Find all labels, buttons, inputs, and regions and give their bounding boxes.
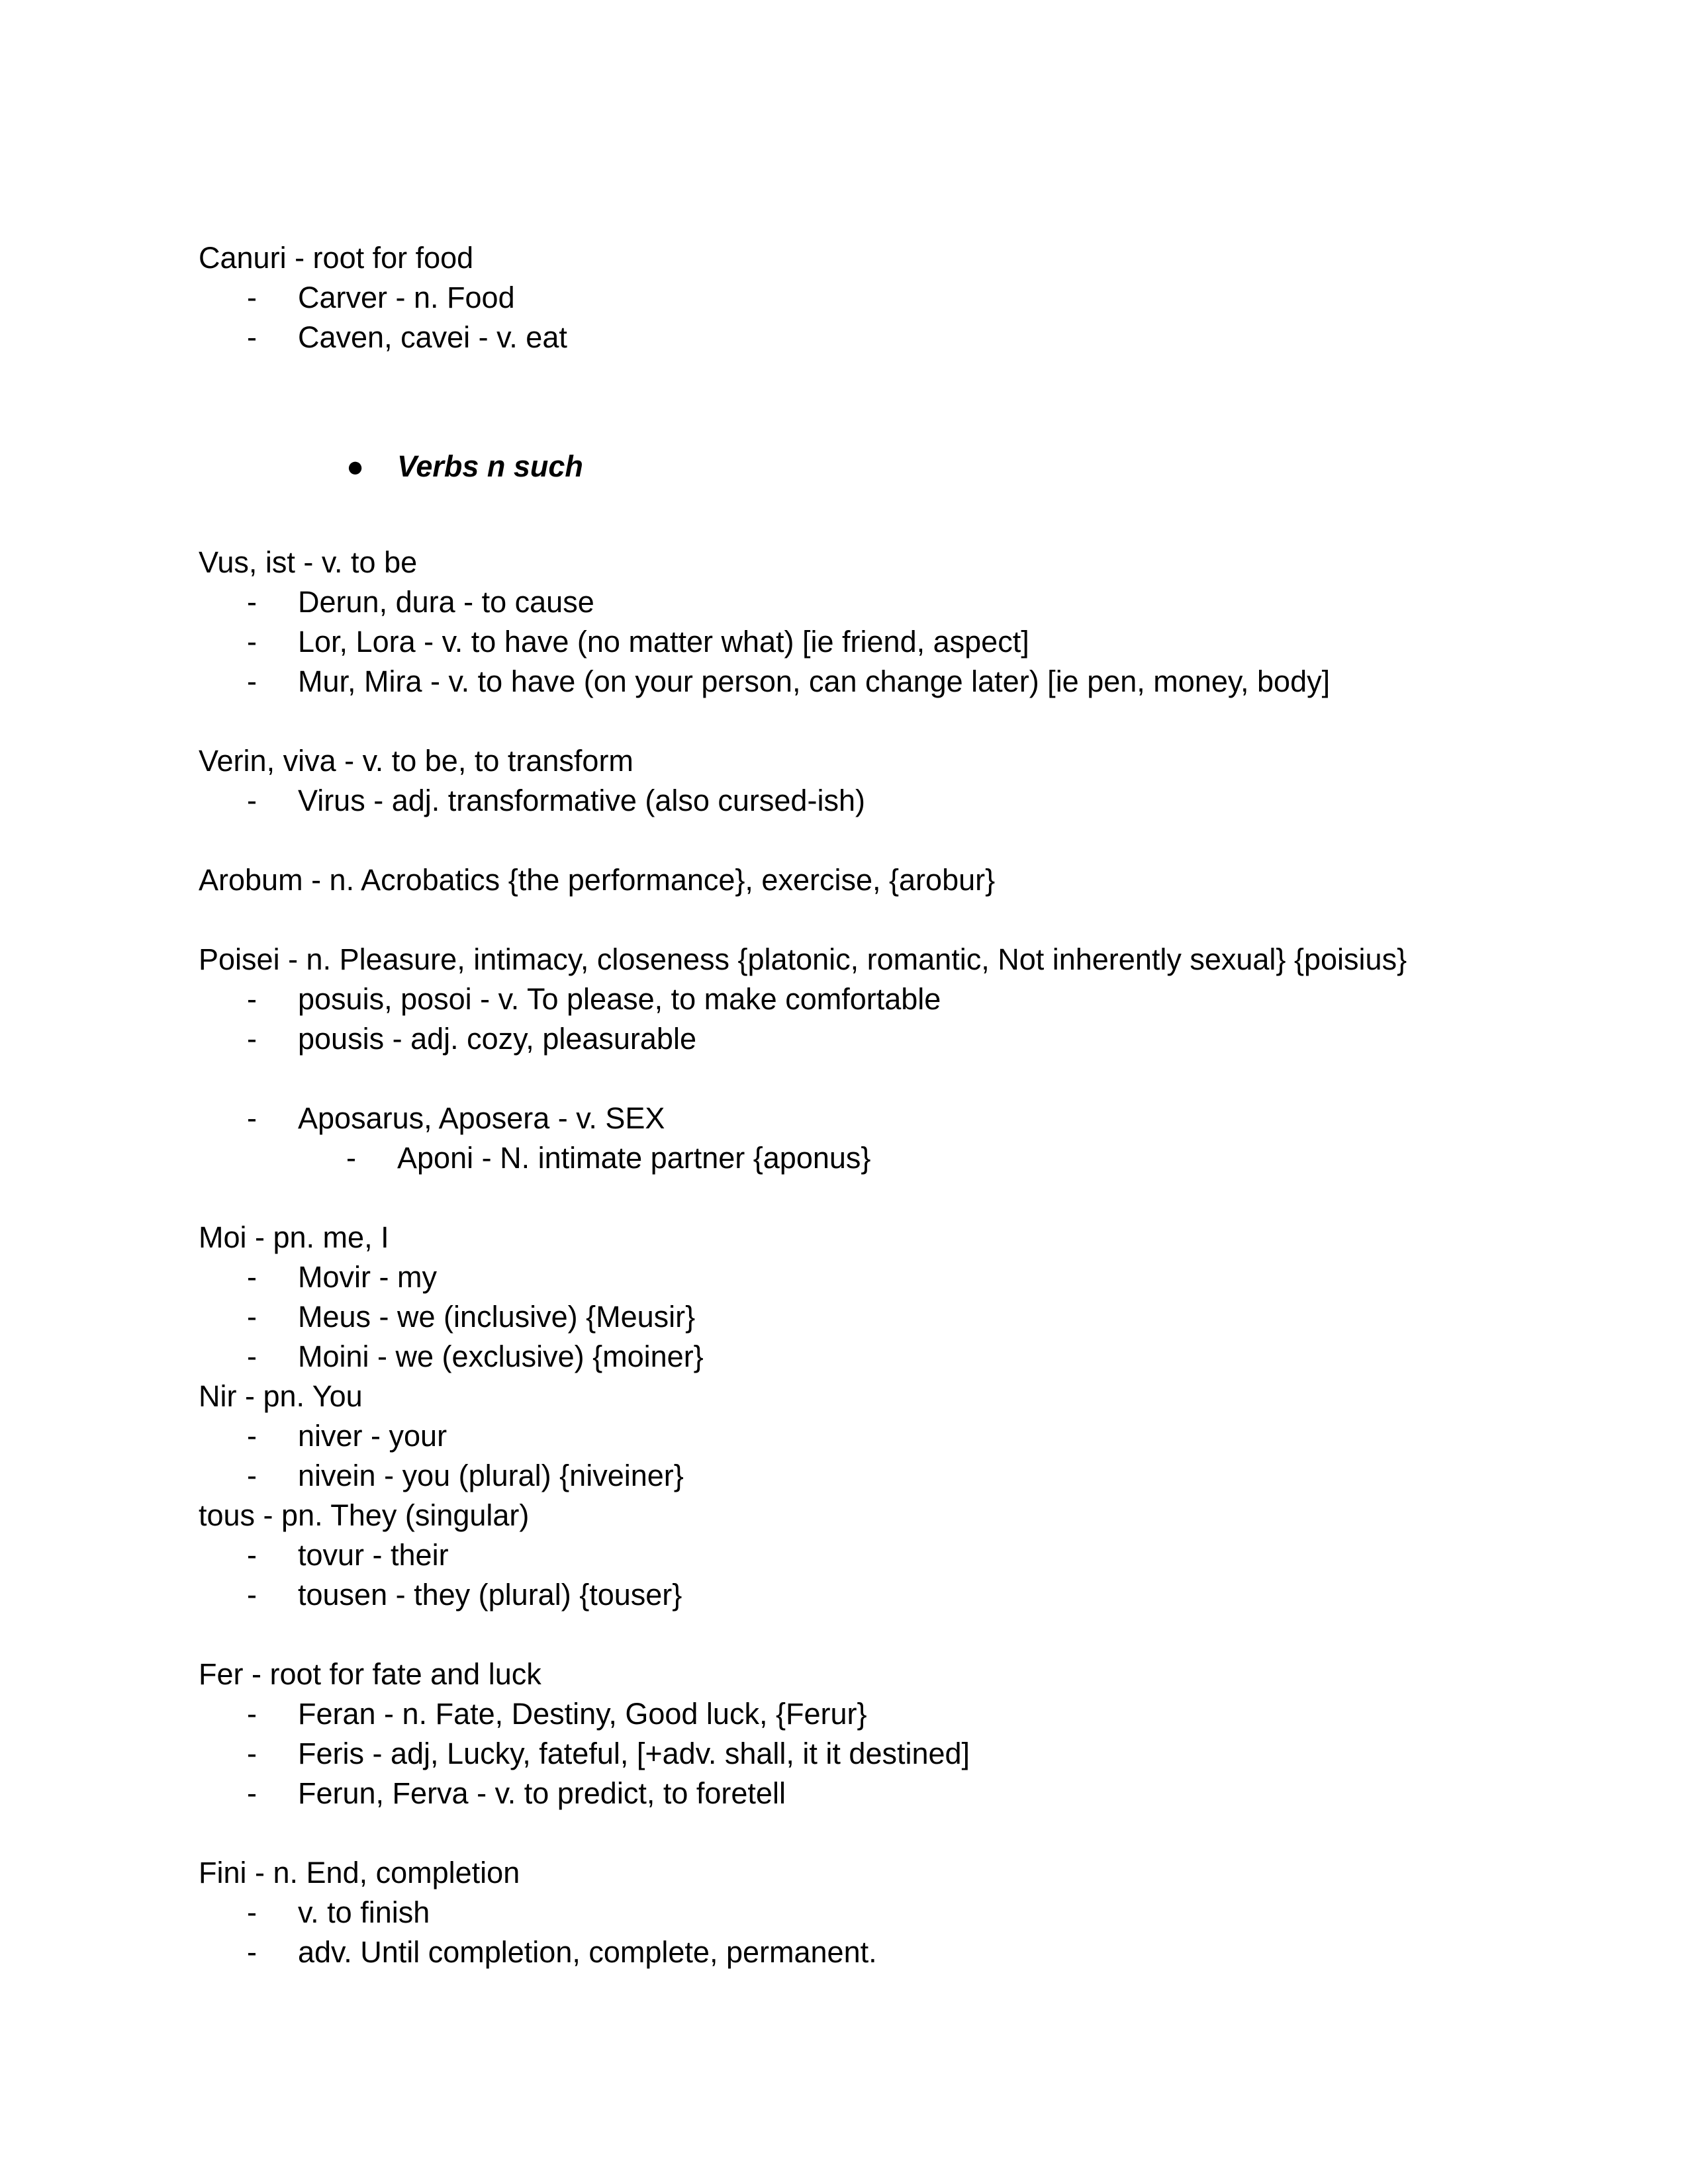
sub-list-item [199, 1138, 1523, 1178]
dash-marker: - [247, 1300, 257, 1334]
list-item [199, 1933, 1523, 1972]
entry-head: Arobum - n. Acrobatics {the performance}, exercise, {arobur} [199, 863, 996, 897]
dash-marker: - [247, 1935, 257, 1969]
dash-marker: - [346, 1141, 356, 1175]
list-item-text: Movir - my [298, 1260, 437, 1294]
list-item-text: Meus - we (inclusive) {Meusir} [298, 1300, 696, 1334]
list-item-text: Feran - n. Fate, Destiny, Good luck, {Ferur} [298, 1697, 867, 1731]
dash-marker: - [247, 1776, 257, 1810]
list-item [199, 1734, 1523, 1774]
dash-marker: - [247, 585, 257, 619]
list-item-text: Moini - we (exclusive) {moiner} [298, 1340, 704, 1373]
list-item [199, 1099, 1523, 1138]
list-item-text: nivein - you (plural) {niveiner} [298, 1459, 684, 1492]
list-item [199, 1893, 1523, 1933]
list-item-text: pousis - adj. cozy, pleasurable [298, 1022, 696, 1056]
list-item-text: Virus - adj. transformative (also cursed-ish) [298, 784, 865, 817]
dash-marker: - [247, 1895, 257, 1929]
list-item-text: Carver - n. Food [298, 281, 515, 314]
list-item-text: Ferun, Ferva - v. to predict, to foretell [298, 1776, 786, 1810]
list-item [199, 622, 1523, 662]
dash-marker: - [247, 1340, 257, 1373]
bullet-icon: ● [346, 449, 365, 483]
list-item-text: niver - your [298, 1419, 447, 1453]
dash-marker: - [247, 1578, 257, 1612]
entry-head: tous - pn. They (singular) [199, 1498, 530, 1532]
list-item-text: tovur - their [298, 1538, 449, 1572]
list-item [199, 1694, 1523, 1734]
dash-marker: - [247, 1260, 257, 1294]
list-item [199, 1774, 1523, 1813]
list-item [199, 1297, 1523, 1337]
list-item-text: Lor, Lora - v. to have (no matter what) [ie friend, aspect] [298, 625, 1029, 659]
entry-head: Poisei - n. Pleasure, intimacy, closeness {platonic, romantic, Not inherently sexual} {poisius} [199, 942, 1407, 976]
dash-marker: - [247, 281, 257, 314]
list-item-text: v. to finish [298, 1895, 430, 1929]
list-item [199, 1535, 1523, 1575]
dash-marker: - [247, 320, 257, 354]
dash-marker: - [247, 1459, 257, 1492]
list-item [199, 1416, 1523, 1456]
list-item [199, 979, 1523, 1019]
dash-marker: - [247, 1022, 257, 1056]
list-item [199, 1019, 1523, 1059]
list-item-text: Derun, dura - to cause [298, 585, 594, 619]
list-item-text: Feris - adj, Lucky, fateful, [+adv. shall, it it destined] [298, 1737, 970, 1770]
list-item [199, 582, 1523, 622]
list-item-text: Aposarus, Aposera - v. SEX [298, 1101, 665, 1135]
entry-head: Fini - n. End, completion [199, 1856, 520, 1889]
entry-head: Verin, viva - v. to be, to transform [199, 744, 633, 778]
list-item [199, 1337, 1523, 1377]
list-item [199, 278, 1523, 318]
sub-list-item-text: Aponi - N. intimate partner {aponus} [397, 1141, 871, 1175]
entry-head: Moi - pn. me, I [199, 1220, 389, 1254]
entry-head: Canuri - root for food [199, 241, 474, 275]
list-item [199, 318, 1523, 357]
dash-marker: - [247, 664, 257, 698]
list-item [199, 781, 1523, 821]
entry-head: Nir - pn. You [199, 1379, 363, 1413]
list-item [199, 1456, 1523, 1496]
entry-head: Fer - root for fate and luck [199, 1657, 541, 1691]
list-item-text: Caven, cavei - v. eat [298, 320, 567, 354]
list-item [199, 1575, 1523, 1615]
list-item [199, 662, 1523, 702]
dash-marker: - [247, 982, 257, 1016]
list-item-text: Mur, Mira - v. to have (on your person, can change later) [ie pen, money, body] [298, 664, 1331, 698]
dash-marker: - [247, 1737, 257, 1770]
list-item-text: tousen - they (plural) {touser} [298, 1578, 682, 1612]
section-heading [199, 447, 1523, 486]
list-item-text: adv. Until completion, complete, permanent. [298, 1935, 877, 1969]
entry-head: Vus, ist - v. to be [199, 545, 418, 579]
dash-marker: - [247, 1697, 257, 1731]
list-item [199, 1257, 1523, 1297]
dash-marker: - [247, 1101, 257, 1135]
dash-marker: - [247, 1538, 257, 1572]
dash-marker: - [247, 784, 257, 817]
document-page [199, 238, 1523, 1972]
section-heading-text: Verbs n such [397, 449, 583, 483]
list-item-text: posuis, posoi - v. To please, to make comfortable [298, 982, 941, 1016]
dash-marker: - [247, 1419, 257, 1453]
dash-marker: - [247, 625, 257, 659]
